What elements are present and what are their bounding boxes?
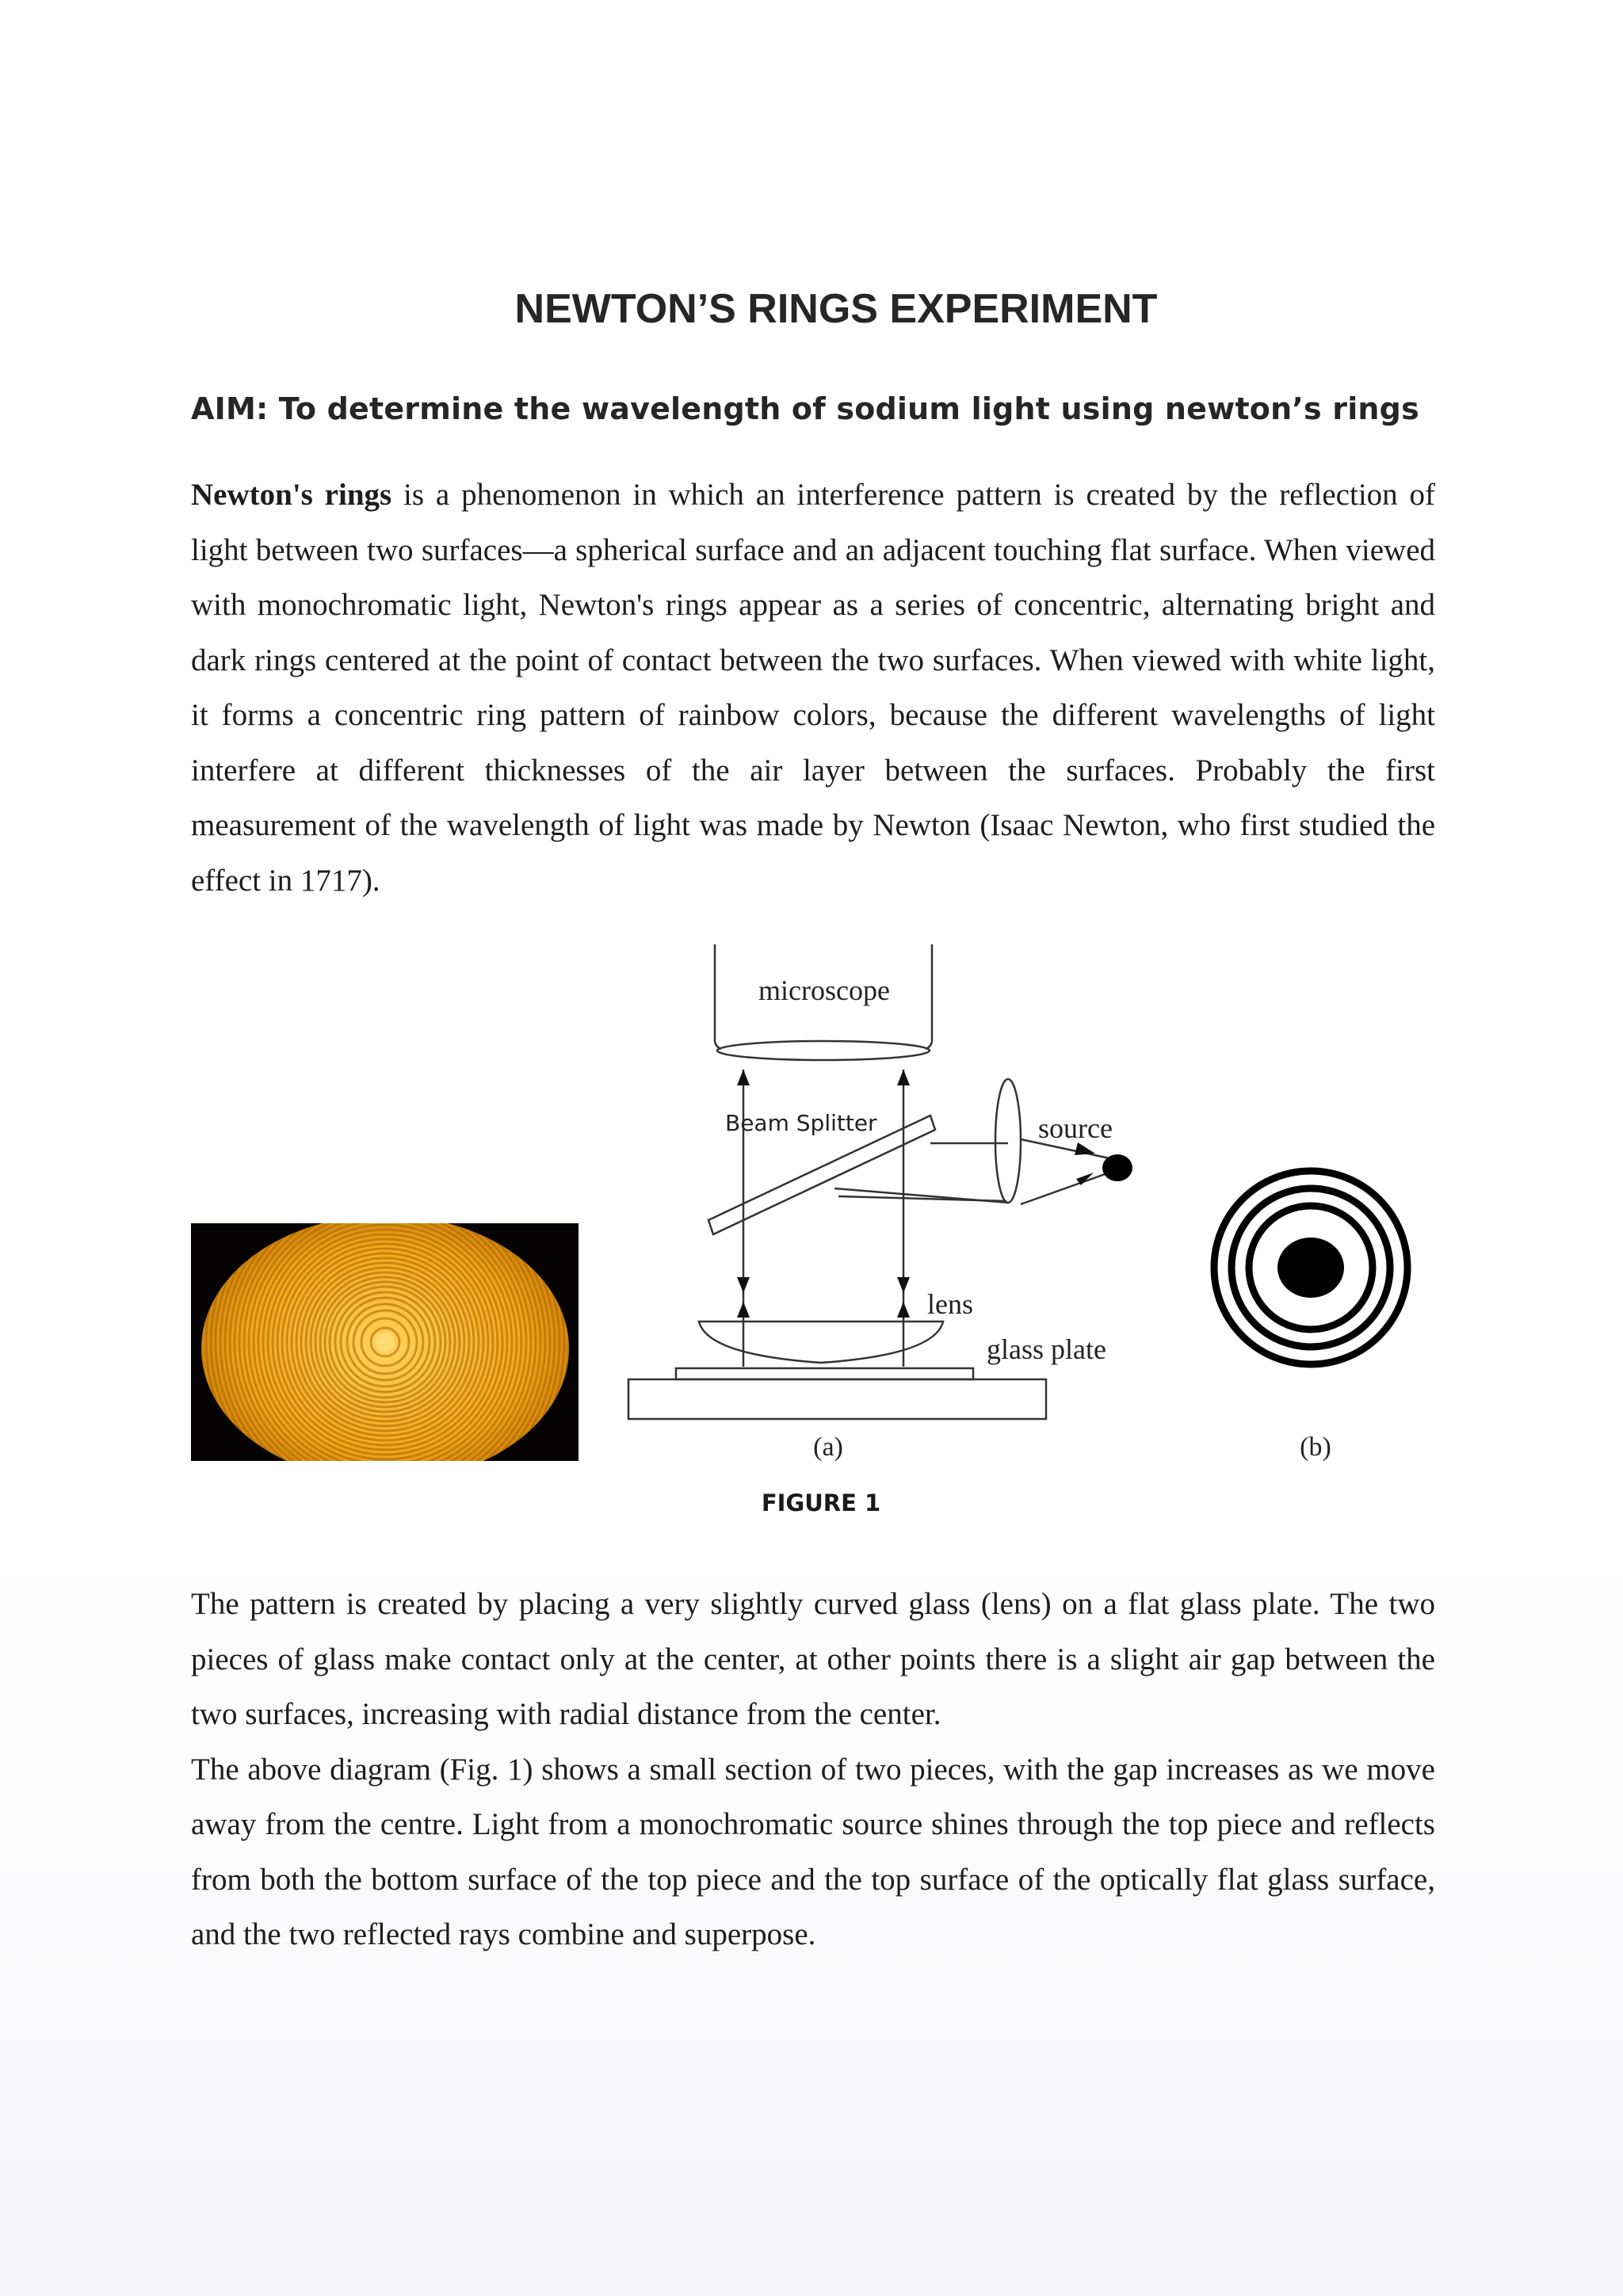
figure-caption: FIGURE 1 <box>761 1489 881 1516</box>
condenser-lens <box>995 1079 1021 1203</box>
beam-splitter-label: Beam Splitter <box>725 1110 877 1136</box>
glass-plate-label: glass plate <box>987 1333 1106 1365</box>
page-title: NEWTON’S RINGS EXPERIMENT <box>514 286 1158 332</box>
plano-convex-lens <box>699 1322 943 1363</box>
apparatus-diagram <box>610 935 1442 1474</box>
base-block <box>628 1379 1046 1419</box>
intro-paragraph <box>191 467 1435 908</box>
light-source <box>1102 1154 1132 1181</box>
microscope-lens <box>717 1041 930 1060</box>
source-label: source <box>1038 1112 1113 1144</box>
body-paragraph-part-2: The above diagram (Fig. 1) shows a small section of two pieces, with the gap increases as we move away from the centre. Light from a monochromatic source shines through the top piece and reflects from both the bottom surface of the top piece and the top surface of the optically flat glass surface, and the two reflected rays combine and superpose. <box>191 1752 1435 1951</box>
newtons-rings-photo <box>191 1223 579 1461</box>
intro-term: Newton's rings <box>191 478 392 512</box>
ring-pattern-center <box>1277 1238 1344 1298</box>
glass-plate <box>676 1368 973 1379</box>
panel-b-label: (b) <box>1300 1432 1331 1462</box>
panel-a-label: (a) <box>813 1432 843 1462</box>
microscope-label: microscope <box>758 974 890 1006</box>
lens-label: lens <box>927 1288 973 1320</box>
intro-text: is a phenomenon in which an interference pattern is created by the reflection of light between two surfaces—a spherical surface and an adjacent touching flat surface. When viewed with monochromatic light, Newton's rings appear as a series of concentric, alternating bright and dark rings centered at the point of contact between the two surfaces. When viewed with white light, it forms a concentric ring pattern of rainbow colors, because the different wavelengths of light interfere at different thicknesses of the air layer between the surfaces. Probably the first measurement of the wavelength of light was made by Newton (Isaac Newton, who first studied the effect in 1717). <box>191 478 1435 898</box>
body-paragraph <box>191 1577 1435 1962</box>
body-paragraph-part-1: The pattern is created by placing a very slightly curved glass (lens) on a flat glass plate. The two pieces of glass make contact only at the center, at other points there is a slight air gap between the two surfaces, increasing with radial distance from the center. <box>191 1587 1435 1731</box>
aim-heading: AIM: To determine the wavelength of sodium light using newton’s rings <box>191 391 1419 426</box>
